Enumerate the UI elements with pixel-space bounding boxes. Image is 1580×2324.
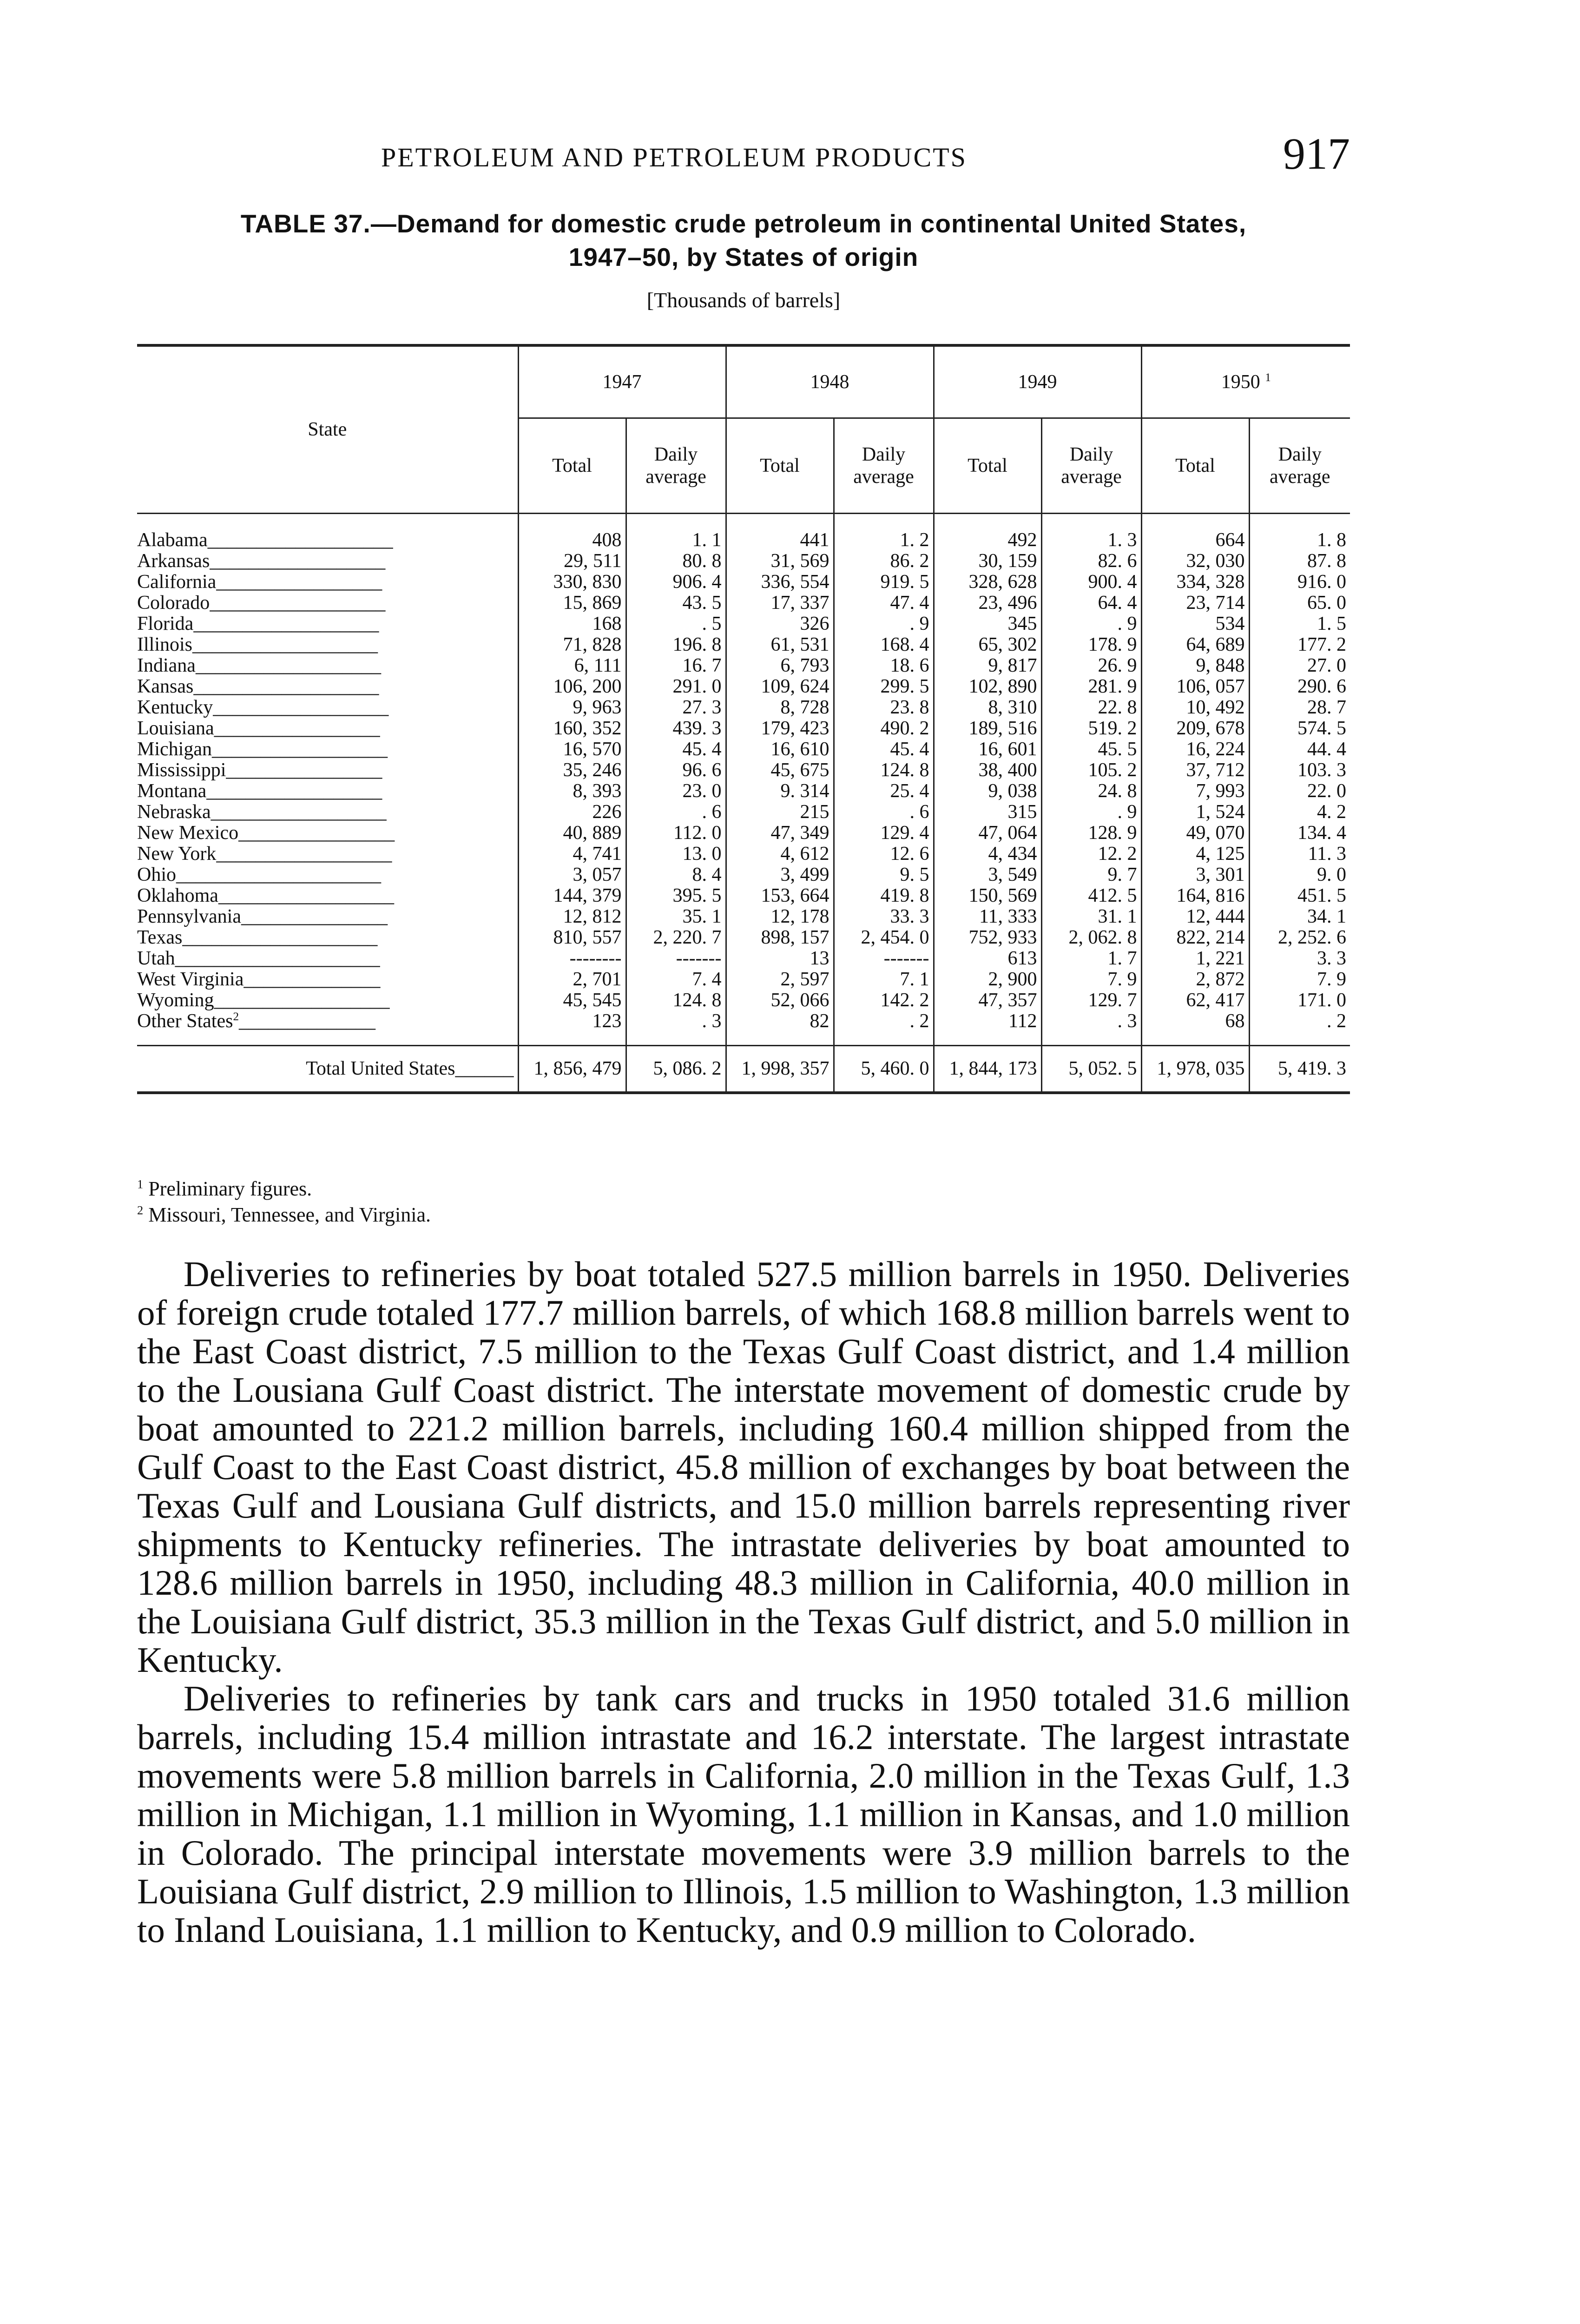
value-cell: 25. 4 — [834, 781, 934, 802]
value-cell: 1. 2 — [834, 514, 934, 551]
value-cell: 9. 5 — [834, 865, 934, 885]
value-cell: 4, 612 — [726, 844, 834, 865]
year-header: 1948 — [726, 345, 934, 418]
value-cell: 13 — [726, 948, 834, 969]
table-row — [137, 697, 1350, 718]
value-cell: 4, 741 — [518, 844, 626, 865]
value-cell: 315 — [934, 802, 1041, 823]
value-cell: 215 — [726, 802, 834, 823]
value-cell: 129. 7 — [1041, 990, 1141, 1011]
value-cell: 9. 7 — [1041, 865, 1141, 885]
value-cell: 160, 352 — [518, 718, 626, 739]
value-cell: 3, 057 — [518, 865, 626, 885]
value-cell: 916. 0 — [1297, 571, 1346, 593]
table-row — [137, 593, 1350, 614]
daily-average-column-header: Daily average — [626, 418, 726, 514]
value-cell: 23. 0 — [626, 781, 726, 802]
value-cell: 752, 933 — [934, 927, 1041, 948]
state-cell: West Virginia______________ — [137, 969, 518, 990]
value-cell: 330, 830 — [518, 572, 626, 593]
value-cell: 43. 5 — [626, 593, 726, 614]
value-cell: 9. 0 — [1317, 864, 1346, 885]
total-cell: 5, 419. 3 — [1249, 1046, 1350, 1093]
value-cell: 31, 569 — [726, 551, 834, 572]
year-header: 1949 — [934, 345, 1141, 418]
value-cell: 102, 890 — [934, 676, 1041, 697]
value-cell: 96. 6 — [626, 760, 726, 781]
value-cell: 11, 333 — [934, 906, 1041, 927]
value-cell: 15, 869 — [518, 593, 626, 614]
value-cell: 12. 2 — [1041, 844, 1141, 865]
table-title-line2: 1947–50, by States of origin — [568, 243, 919, 271]
value-cell: 3, 301 — [1141, 865, 1249, 885]
value-cell: -------- — [518, 948, 626, 969]
value-cell: 22. 0 — [1307, 780, 1346, 802]
value-cell: 112. 0 — [626, 823, 726, 844]
value-cell: 106, 057 — [1141, 676, 1249, 697]
total-row — [137, 1046, 1350, 1093]
value-cell: 4, 125 — [1141, 844, 1249, 865]
value-cell: 451. 5 — [1297, 885, 1346, 906]
value-cell: 23, 496 — [934, 593, 1041, 614]
total-column-header: Total — [934, 418, 1041, 514]
table-row — [137, 948, 1350, 969]
value-cell: . 9 — [1041, 614, 1141, 634]
value-cell: 179, 423 — [726, 718, 834, 739]
total-cell: 1, 978, 035 — [1141, 1046, 1249, 1093]
value-cell: 109, 624 — [726, 676, 834, 697]
table-row — [137, 990, 1350, 1011]
value-cell: 898, 157 — [726, 927, 834, 948]
value-cell: 12. 6 — [834, 844, 934, 865]
state-cell: Utah_____________________ — [137, 948, 518, 969]
value-cell: 2, 872 — [1141, 969, 1249, 990]
table-header — [137, 345, 1350, 514]
state-cell: New Mexico________________ — [137, 823, 518, 844]
value-cell: 328, 628 — [934, 572, 1041, 593]
state-cell: New York__________________ — [137, 844, 518, 865]
value-cell: 29, 511 — [518, 551, 626, 572]
value-cell: 168 — [518, 614, 626, 634]
value-cell: . 5 — [626, 614, 726, 634]
value-cell: 919. 5 — [834, 572, 934, 593]
value-cell: . 3 — [1041, 1011, 1141, 1046]
value-cell: . 6 — [834, 802, 934, 823]
value-cell: 18. 6 — [834, 655, 934, 676]
state-cell: Illinois___________________ — [137, 634, 518, 655]
value-cell: 86. 2 — [834, 551, 934, 572]
value-cell: 8, 393 — [518, 781, 626, 802]
value-cell: 534 — [1141, 614, 1249, 634]
daily-average-column-header: Daily average — [834, 418, 934, 514]
value-cell: 82 — [726, 1011, 834, 1046]
value-cell: 2, 454. 0 — [834, 927, 934, 948]
value-cell: 45, 675 — [726, 760, 834, 781]
table-row — [137, 781, 1350, 802]
total-column-header: Total — [518, 418, 626, 514]
value-cell: 1. 3 — [1041, 514, 1141, 551]
value-cell: 12, 178 — [726, 906, 834, 927]
value-cell: 68 — [1141, 1011, 1249, 1046]
table-row — [137, 739, 1350, 760]
value-cell: 209, 678 — [1141, 718, 1249, 739]
value-cell: 810, 557 — [518, 927, 626, 948]
total-column-header: Total — [726, 418, 834, 514]
value-cell: 16. 7 — [626, 655, 726, 676]
value-cell: 412. 5 — [1041, 885, 1141, 906]
value-cell: 1, 524 — [1141, 802, 1249, 823]
table-row — [137, 927, 1350, 948]
value-cell: 64. 4 — [1041, 593, 1141, 614]
value-cell: 45. 4 — [834, 739, 934, 760]
value-cell: . 6 — [626, 802, 726, 823]
table-title — [137, 207, 1350, 274]
state-cell: Kansas___________________ — [137, 676, 518, 697]
state-column-header: State — [137, 345, 518, 514]
value-cell: 129. 4 — [834, 823, 934, 844]
footnote-marker: 1 — [1265, 371, 1271, 384]
state-cell: Kentucky__________________ — [137, 697, 518, 718]
value-cell: 664 — [1141, 514, 1249, 551]
value-cell: 32, 030 — [1141, 551, 1249, 572]
state-cell: Wyoming__________________ — [137, 990, 518, 1011]
state-cell: Texas____________________ — [137, 927, 518, 948]
value-cell: 2, 900 — [934, 969, 1041, 990]
paragraph: Deliveries to refineries by boat totaled 527.5 million barrels in 1950. Deliveries of foreign crude totaled 177.7 million barrels, of which 168.8 million barrels went to the East Coast district, 7.5 million to the Texas Gulf Coast district, and 1.4 million to the Lousiana Gulf Coast district. The interstate movement of domestic crude by boat amounted to 221.2 million barrels, including 160.4 million shipped from the Gulf Coast to the East Coast district, 45.8 million of exchanges by boat between the Texas Gulf and Lousiana Gulf districts, and 15.0 million barrels representing river shipments to Kentucky refineries. The intrastate deliveries by boat amounted to 128.6 million barrels in 1950, including 48.3 million in California, 40.0 million in the Louisiana Gulf district, 35.3 million in the Texas Gulf district, and 5.0 million in Kentucky. — [137, 1254, 1350, 1680]
page-header — [137, 128, 1350, 188]
table-row — [137, 572, 1350, 593]
value-cell: 65, 302 — [934, 634, 1041, 655]
value-cell: 168. 4 — [834, 634, 934, 655]
value-cell: 23. 8 — [834, 697, 934, 718]
state-cell: Oklahoma__________________ — [137, 885, 518, 906]
state-cell: Florida___________________ — [137, 614, 518, 634]
value-cell: 13. 0 — [626, 844, 726, 865]
value-cell: 40, 889 — [518, 823, 626, 844]
state-cell: Arkansas__________________ — [137, 551, 518, 572]
value-cell: 12, 812 — [518, 906, 626, 927]
state-cell: Michigan__________________ — [137, 739, 518, 760]
value-cell: 822, 214 — [1141, 927, 1249, 948]
value-cell: 6, 793 — [726, 655, 834, 676]
value-cell: 10, 492 — [1141, 697, 1249, 718]
value-cell: 62, 417 — [1141, 990, 1249, 1011]
value-cell: 336, 554 — [726, 572, 834, 593]
value-cell: 9. 314 — [726, 781, 834, 802]
value-cell: 87. 8 — [1307, 550, 1346, 572]
value-cell: 9, 848 — [1141, 655, 1249, 676]
total-column-header: Total — [1141, 418, 1249, 514]
state-cell: Alabama___________________ — [137, 514, 518, 551]
table-row — [137, 514, 1350, 551]
total-cell: 5, 460. 0 — [834, 1046, 934, 1093]
value-cell: 49, 070 — [1141, 823, 1249, 844]
value-cell: . 9 — [834, 614, 934, 634]
value-cell: 31. 1 — [1041, 906, 1141, 927]
value-cell: 71, 828 — [518, 634, 626, 655]
state-cell: Ohio_____________________ — [137, 865, 518, 885]
value-cell: 16, 610 — [726, 739, 834, 760]
total-cell: 1, 998, 357 — [726, 1046, 834, 1093]
value-cell: 37, 712 — [1141, 760, 1249, 781]
total-cell: 5, 086. 2 — [626, 1046, 726, 1093]
value-cell: 30, 159 — [934, 551, 1041, 572]
value-cell: 45. 5 — [1041, 739, 1141, 760]
value-cell: 196. 8 — [626, 634, 726, 655]
value-cell: 47, 349 — [726, 823, 834, 844]
value-cell: ------- — [626, 948, 726, 969]
value-cell: 6, 111 — [518, 655, 626, 676]
state-cell: California_________________ — [137, 572, 518, 593]
value-cell: 226 — [518, 802, 626, 823]
state-cell: Montana__________________ — [137, 781, 518, 802]
value-cell: 519. 2 — [1041, 718, 1141, 739]
running-head: PETROLEUM AND PETROLEUM PRODUCTS — [381, 142, 967, 172]
value-cell: 45. 4 — [626, 739, 726, 760]
value-cell: 142. 2 — [834, 990, 934, 1011]
daily-average-column-header: Daily average — [1249, 418, 1350, 514]
value-cell: 1. 7 — [1041, 948, 1141, 969]
table-row — [137, 802, 1350, 823]
value-cell: 27. 3 — [626, 697, 726, 718]
value-cell: . 3 — [626, 1011, 726, 1046]
value-cell: 24. 8 — [1041, 781, 1141, 802]
value-cell: 1, 221 — [1141, 948, 1249, 969]
table-title-line1: —Demand for domestic crude petroleum in continental United States, — [370, 209, 1247, 238]
value-cell: 150, 569 — [934, 885, 1041, 906]
value-cell: 103. 3 — [1297, 759, 1346, 781]
value-cell: 177. 2 — [1297, 634, 1346, 655]
value-cell: 65. 0 — [1307, 592, 1346, 614]
value-cell: 16, 601 — [934, 739, 1041, 760]
table-label: TABLE 37. — [240, 209, 371, 238]
table-row — [137, 676, 1350, 697]
value-cell: 1. 1 — [626, 514, 726, 551]
value-cell: 35. 1 — [626, 906, 726, 927]
value-cell: 574. 5 — [1297, 718, 1346, 739]
value-cell: 64, 689 — [1141, 634, 1249, 655]
value-cell: 1. 5 — [1317, 613, 1346, 634]
value-cell: 61, 531 — [726, 634, 834, 655]
value-cell: 44. 4 — [1307, 739, 1346, 760]
value-cell: 9, 038 — [934, 781, 1041, 802]
total-cell: 1, 856, 479 — [518, 1046, 626, 1093]
paragraph: Deliveries to refineries by tank cars and trucks in 1950 totaled 31.6 million barrels, including 15.4 million intrastate and 16.2 interstate. The largest intrastate movements were 5.8 million barrels in California, 2.0 million in the Texas Gulf, 1.3 million in Michigan, 1.1 million in Wyoming, 1.1 million in Kansas, and 1.0 million in Colorado. The principal interstate movements were 3.9 million barrels to the Louisiana Gulf district, 2.9 million to Illinois, 1.5 million to Washington, 1.3 million to Inland Louisiana, 1.1 million to Kentucky, and 0.9 million to Colorado. — [137, 1678, 1350, 1950]
value-cell: 189, 516 — [934, 718, 1041, 739]
demand-table — [137, 344, 1350, 1094]
state-cell: Pennsylvania_______________ — [137, 906, 518, 927]
table-row — [137, 844, 1350, 865]
value-cell: . 2 — [834, 1011, 934, 1046]
value-cell: 23, 714 — [1141, 593, 1249, 614]
value-cell: 52, 066 — [726, 990, 834, 1011]
value-cell: 164, 816 — [1141, 885, 1249, 906]
year-header: 1950 $^1$ — [1141, 345, 1350, 418]
value-cell: 326 — [726, 614, 834, 634]
value-cell: 17, 337 — [726, 593, 834, 614]
value-cell: 128. 9 — [1041, 823, 1141, 844]
value-cell: 171. 0 — [1297, 990, 1346, 1011]
value-cell: 47, 357 — [934, 990, 1041, 1011]
state-cell: Mississippi________________ — [137, 760, 518, 781]
value-cell: 395. 5 — [626, 885, 726, 906]
value-cell: 7. 1 — [834, 969, 934, 990]
value-cell: 27. 0 — [1307, 655, 1346, 676]
table-row — [137, 634, 1350, 655]
value-cell: 112 — [934, 1011, 1041, 1046]
value-cell: 33. 3 — [834, 906, 934, 927]
page-number: 917 — [1283, 129, 1350, 178]
table-row — [137, 551, 1350, 572]
value-cell: 441 — [726, 514, 834, 551]
value-cell: 105. 2 — [1041, 760, 1141, 781]
value-cell: 82. 6 — [1041, 551, 1141, 572]
table-row — [137, 885, 1350, 906]
value-cell: 35, 246 — [518, 760, 626, 781]
table-row — [137, 760, 1350, 781]
value-cell: 334, 328 — [1141, 572, 1249, 593]
value-cell: 2, 701 — [518, 969, 626, 990]
value-cell: 1. 8 — [1317, 529, 1346, 551]
value-cell: 2, 252. 6 — [1278, 927, 1346, 948]
value-cell: 906. 4 — [626, 572, 726, 593]
value-cell: 16, 224 — [1141, 739, 1249, 760]
value-cell: 7. 9 — [1317, 969, 1346, 990]
value-cell: 124. 8 — [834, 760, 934, 781]
table-total — [137, 1046, 1350, 1093]
state-cell: Other States$^2$______________ — [137, 1011, 518, 1046]
table-caption — [137, 207, 1350, 312]
value-cell: . 2 — [1327, 1010, 1346, 1032]
value-cell: 492 — [934, 514, 1041, 551]
value-cell: 8. 4 — [626, 865, 726, 885]
table-row — [137, 718, 1350, 739]
value-cell: 4, 434 — [934, 844, 1041, 865]
state-cell: Nebraska__________________ — [137, 802, 518, 823]
table-body — [137, 514, 1350, 1046]
value-cell: . 9 — [1041, 802, 1141, 823]
footnote: $^2$ Missouri, Tennessee, and Virginia. — [137, 1203, 431, 1226]
table-row — [137, 969, 1350, 990]
value-cell: 439. 3 — [626, 718, 726, 739]
state-cell: Louisiana_________________ — [137, 718, 518, 739]
value-cell: 281. 9 — [1041, 676, 1141, 697]
footnote-marker: 2 — [233, 1010, 239, 1023]
value-cell: 490. 2 — [834, 718, 934, 739]
value-cell: 144, 379 — [518, 885, 626, 906]
state-cell: Indiana___________________ — [137, 655, 518, 676]
value-cell: 8, 728 — [726, 697, 834, 718]
value-cell: 900. 4 — [1041, 572, 1141, 593]
table-row — [137, 614, 1350, 634]
value-cell: 419. 8 — [834, 885, 934, 906]
footnotes — [137, 1176, 431, 1228]
value-cell: 3. 3 — [1317, 948, 1346, 969]
value-cell: 3, 549 — [934, 865, 1041, 885]
value-cell: 290. 6 — [1297, 676, 1346, 697]
value-cell: 80. 8 — [626, 551, 726, 572]
value-cell: 7, 993 — [1141, 781, 1249, 802]
value-cell: 2, 597 — [726, 969, 834, 990]
value-cell: 291. 0 — [626, 676, 726, 697]
year-header: 1947 — [518, 345, 726, 418]
value-cell: 7. 4 — [626, 969, 726, 990]
body-text — [137, 1255, 1350, 1949]
value-cell: 28. 7 — [1307, 697, 1346, 718]
value-cell: 408 — [518, 514, 626, 551]
table-unit: [Thousands of barrels] — [646, 288, 841, 312]
state-cell: Colorado__________________ — [137, 593, 518, 614]
value-cell: ------- — [834, 948, 934, 969]
table-row — [137, 1011, 1350, 1046]
total-label: Total United States______ — [137, 1046, 518, 1093]
value-cell: 123 — [518, 1011, 626, 1046]
value-cell: 345 — [934, 614, 1041, 634]
value-cell: 11. 3 — [1308, 843, 1346, 865]
table-row — [137, 823, 1350, 844]
table-row — [137, 655, 1350, 676]
value-cell: 4. 2 — [1317, 801, 1346, 823]
daily-average-column-header: Daily average — [1041, 418, 1141, 514]
value-cell: 134. 4 — [1297, 822, 1346, 844]
table-row — [137, 865, 1350, 885]
value-cell: 2, 062. 8 — [1041, 927, 1141, 948]
value-cell: 613 — [934, 948, 1041, 969]
value-cell: 124. 8 — [626, 990, 726, 1011]
value-cell: 9, 963 — [518, 697, 626, 718]
value-cell: 2, 220. 7 — [626, 927, 726, 948]
value-cell: 47, 064 — [934, 823, 1041, 844]
value-cell: 3, 499 — [726, 865, 834, 885]
total-cell: 1, 844, 173 — [934, 1046, 1041, 1093]
value-cell: 8, 310 — [934, 697, 1041, 718]
value-cell: 7. 9 — [1041, 969, 1141, 990]
value-cell: 47. 4 — [834, 593, 934, 614]
value-cell: 45, 545 — [518, 990, 626, 1011]
value-cell: 299. 5 — [834, 676, 934, 697]
value-cell: 178. 9 — [1041, 634, 1141, 655]
total-cell: 5, 052. 5 — [1041, 1046, 1141, 1093]
value-cell: 16, 570 — [518, 739, 626, 760]
table-row — [137, 906, 1350, 927]
value-cell: 26. 9 — [1041, 655, 1141, 676]
footnote: $^1$ Preliminary figures. — [137, 1177, 312, 1200]
value-cell: 106, 200 — [518, 676, 626, 697]
value-cell: 22. 8 — [1041, 697, 1141, 718]
value-cell: 9, 817 — [934, 655, 1041, 676]
value-cell: 153, 664 — [726, 885, 834, 906]
value-cell: 12, 444 — [1141, 906, 1249, 927]
value-cell: 34. 1 — [1307, 906, 1346, 927]
value-cell: 38, 400 — [934, 760, 1041, 781]
